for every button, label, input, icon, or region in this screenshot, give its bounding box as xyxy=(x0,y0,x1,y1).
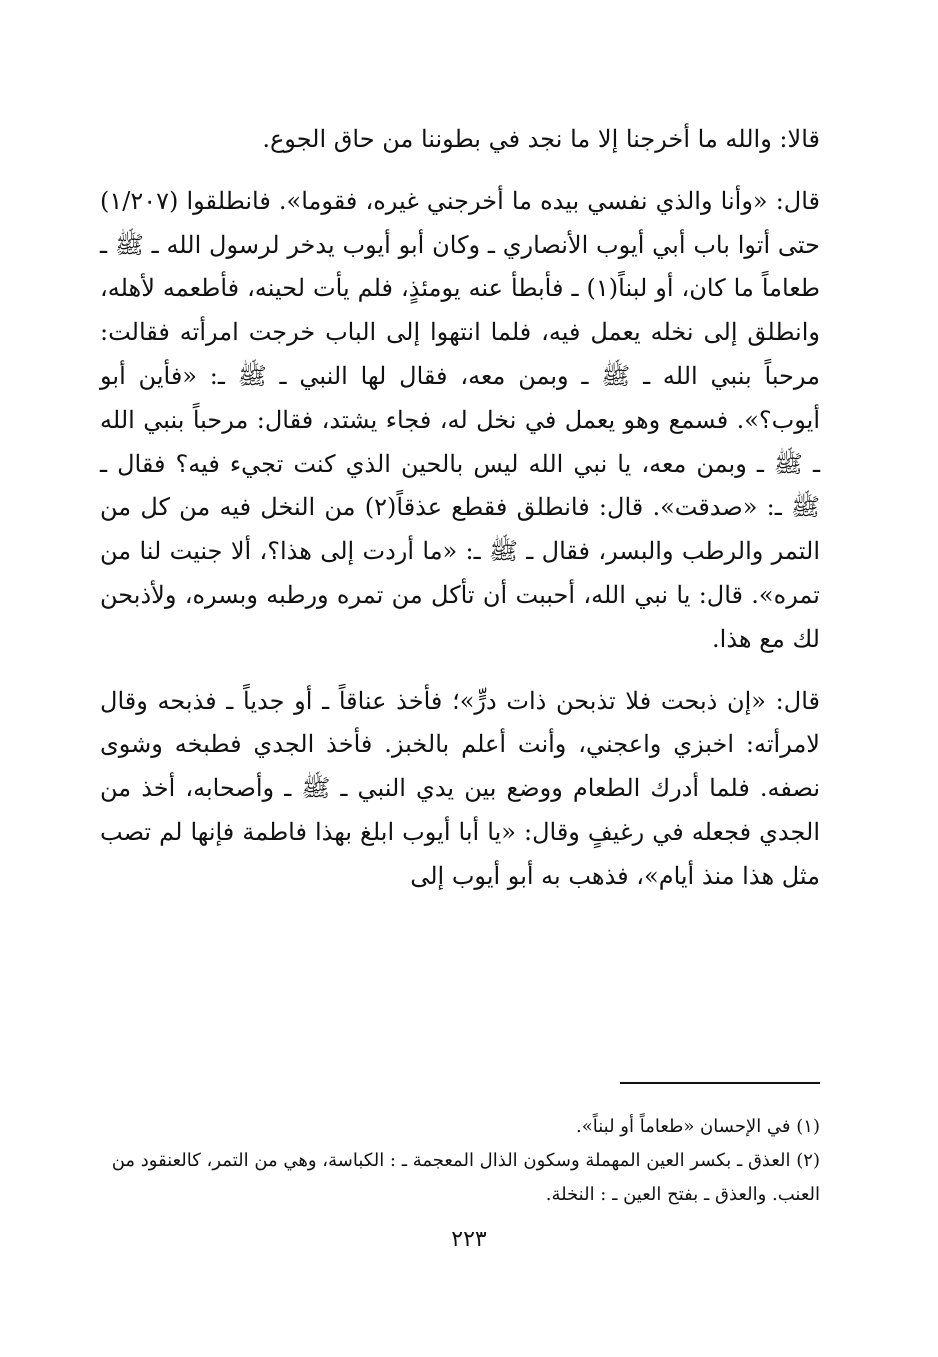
footnotes xyxy=(100,1110,820,1212)
main-text xyxy=(100,118,820,899)
paragraph-1: قالا: والله ما أخرجنا إلا ما نجد في بطوننا من حاق الجوع. xyxy=(262,125,820,153)
footnote-1: (١) في الإحسان «طعاماً أو لبناً». xyxy=(576,1116,820,1137)
footnote-2: (٢) العذق ـ بكسر العين المهملة وسكون الذال المعجمة ـ : الكباسة، وهي من التمر، كالعنقود من العنب. والعذق ـ بفتح العين ـ : النخلة. xyxy=(111,1150,820,1205)
footnote-divider xyxy=(620,1082,820,1084)
paragraph-2: قال: «وأنا والذي نفسي بيده ما أخرجني غيره، فقوما». فانطلقوا (١/٢٠٧) حتى أتوا باب أبي أيوب الأنصاري ـ وكان أبو أيوب يدخر لرسول الله ـ ﷺ ـ طعاماً ما كان، أو لبناً(١) ـ فأبطأ عنه يومئذٍ، فلم يأت لحينه، فأطعمه لأهله، وانطلق إلى نخله يعمل فيه، فلما انتهوا إلى الباب خرجت امرأته فقالت: مرحباً بنبي الله ـ ﷺ ـ وبمن معه، فقال لها النبي ـ ﷺ ـ: «فأين أبو أيوب؟». فسمع وهو يعمل في نخل له، فجاء يشتد، فقال: مرحباً بنبي الله ـ ﷺ ـ وبمن معه، يا نبي الله ليس بالحين الذي كنت تجيء فيه؟ فقال ـ ﷺ ـ: «صدقت». قال: فانطلق فقطع عذقاً(٢) من النخل فيه من كل من التمر والرطب والبسر، فقال ـ ﷺ ـ: «ما أردت إلى هذا؟، ألا جنيت لنا من تمره». قال: يا نبي الله، أحببت أن تأكل من تمره ورطبه وبسره، ولأذبحن لك مع هذا. xyxy=(100,186,821,653)
paragraph-3: قال: «إن ذبحت فلا تذبحن ذات درٍّ»؛ فأخذ عناقاً ـ أو جدياً ـ فذبحه وقال لامرأته: اخبزي واعجني، وأنت أعلم بالخبز. فأخذ الجدي فطبخه وشوى نصفه. فلما أدرك الطعام ووضع بين يدي النبي ـ ﷺ ـ وأصحابه، أخذ من الجدي فجعله في رغيفٍ وقال: «يا أبا أيوب ابلغ بهذا فاطمة فإنها لم تصب مثل هذا منذ أيام»، فذهب به أبو أيوب إلى xyxy=(100,686,820,890)
page-number: ٢٢٣ xyxy=(451,1227,487,1252)
